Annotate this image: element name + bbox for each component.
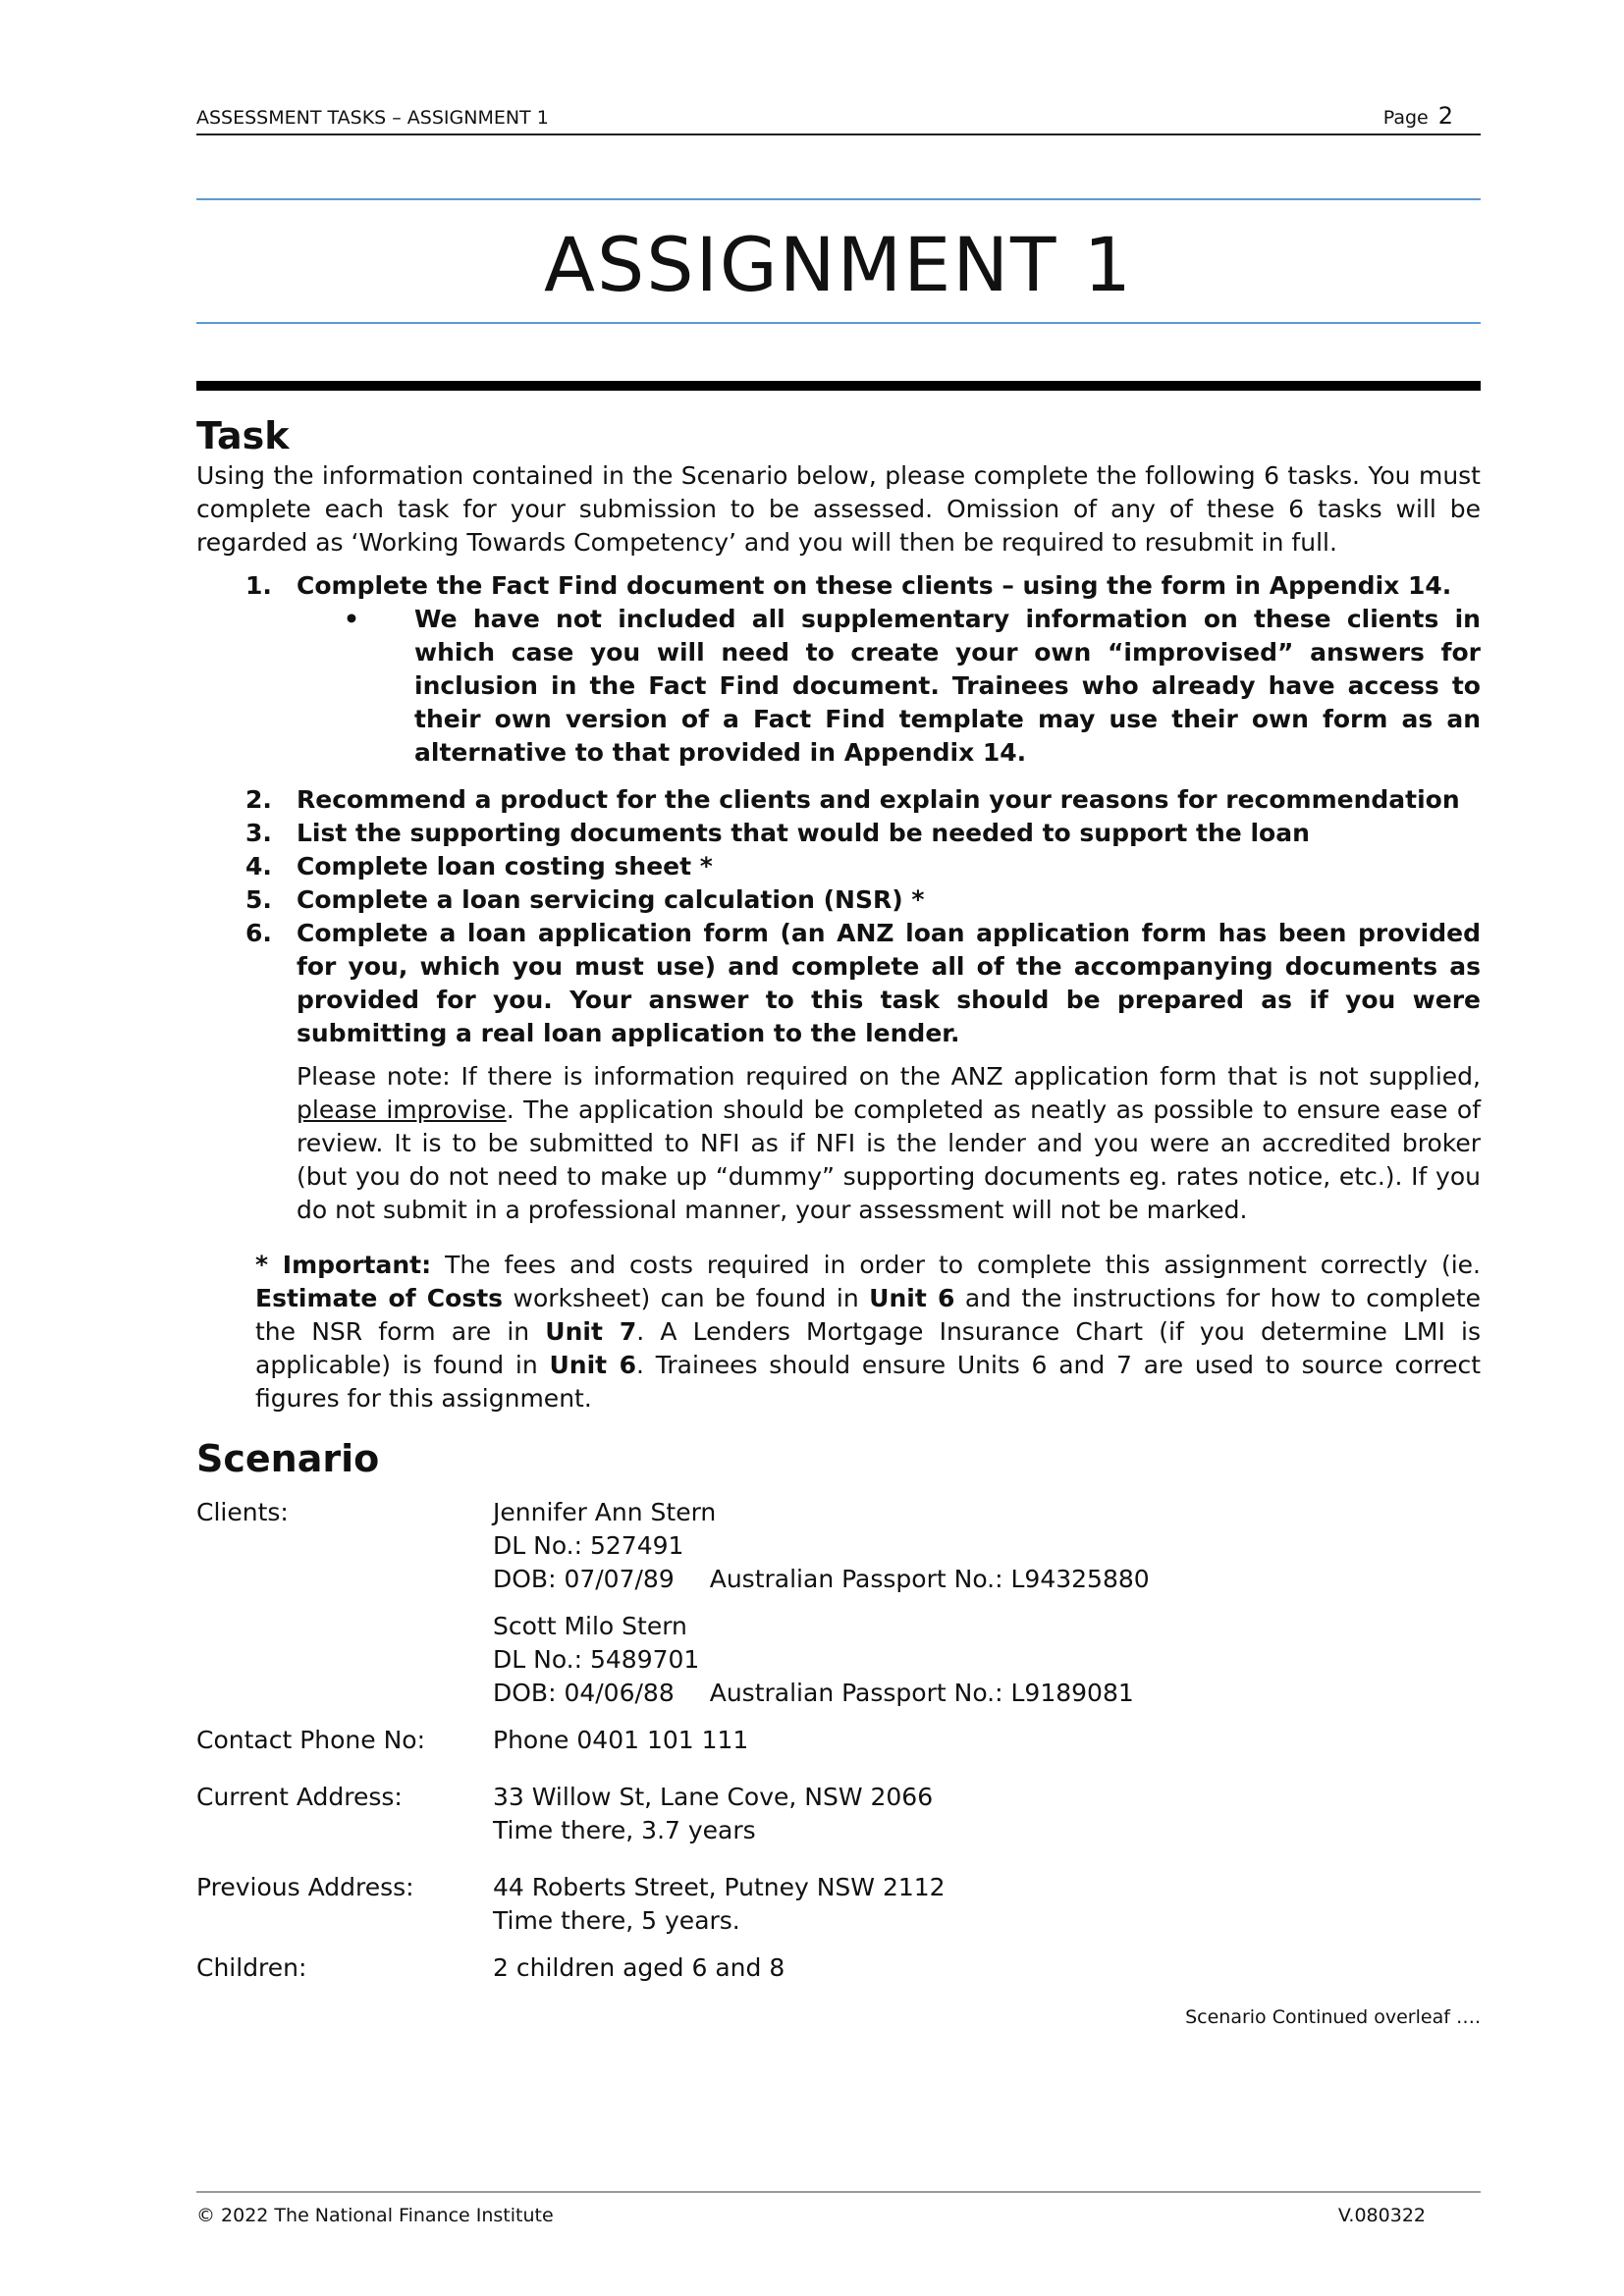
header-title: ASSESSMENT TASKS – ASSIGNMENT 1 <box>196 107 549 129</box>
current-address-row <box>196 1781 1481 1847</box>
task-list <box>196 569 1481 1050</box>
header-page <box>1383 102 1453 130</box>
clients-label: Clients: <box>196 1498 289 1526</box>
important-bold: Estimate of Costs <box>255 1284 504 1312</box>
continued-note: Scenario Continued overleaf …. <box>1185 2006 1481 2028</box>
task-text: Complete loan costing sheet * <box>297 852 713 881</box>
phone-row <box>196 1724 1481 1757</box>
running-header <box>196 100 1481 135</box>
note-prefix: Please note: If there is information required on the ANZ application form that is not supplied, <box>297 1062 1481 1091</box>
title-rule-bottom <box>196 322 1481 324</box>
client2-passport: Australian Passport No.: L9189081 <box>709 1679 1134 1707</box>
task-item-1 <box>196 569 1481 603</box>
previous-address-row <box>196 1871 1481 1938</box>
main-content <box>196 412 1481 1985</box>
phone-label: Contact Phone No: <box>196 1726 426 1754</box>
task-number: 6. <box>245 919 272 947</box>
task-item-6 <box>196 917 1481 1050</box>
task-number: 2. <box>245 785 272 814</box>
bullet-icon: • <box>344 605 359 633</box>
current-address: 33 Willow St, Lane Cove, NSW 2066 <box>493 1783 934 1811</box>
please-note <box>297 1060 1481 1227</box>
phone-value: Phone 0401 101 111 <box>493 1726 749 1754</box>
client1-name: Jennifer Ann Stern <box>493 1498 717 1526</box>
children-row <box>196 1951 1481 1985</box>
task-intro: Using the information contained in the Scenario below, please complete the following 6 tasks. You must complete each task for your submission to be assessed. Omission of any of these 6 tasks will be regarded as ‘Working Towards Competency’ and you will then be required to resubmit in full. <box>196 461 1481 557</box>
client1-dl: DL No.: 527491 <box>493 1531 684 1560</box>
task-item-4 <box>196 850 1481 883</box>
client2-name: Scott Milo Stern <box>493 1612 687 1640</box>
title-block <box>196 198 1481 324</box>
page-number: 2 <box>1437 102 1453 130</box>
important-bold: Unit 6 <box>869 1284 955 1312</box>
scenario-details <box>196 1496 1481 1985</box>
task-bullet <box>196 603 1481 770</box>
task-number: 1. <box>245 571 272 600</box>
children-label: Children: <box>196 1953 307 1982</box>
task-text: Complete the Fact Find document on these clients – using the form in Appendix 14. <box>297 571 1452 600</box>
clients-row <box>196 1496 1481 1710</box>
task-item-5 <box>196 883 1481 917</box>
children-value: 2 children aged 6 and 8 <box>493 1953 785 1982</box>
important-text: worksheet) can be found in <box>503 1284 870 1312</box>
task-item-3 <box>196 817 1481 850</box>
client1-dob: DOB: 07/07/89 <box>493 1565 675 1593</box>
page-label: Page <box>1382 107 1429 129</box>
current-time: Time there, 3.7 years <box>493 1816 756 1844</box>
task-number: 4. <box>245 852 272 881</box>
footer-copyright: © 2022 The National Finance Institute <box>196 2205 554 2226</box>
note-suffix: . The application should be completed as neatly as possible to ensure ease of review. It is to be submitted to NFI as if NFI is the lender and you were an accredited broker (but you do not need to make up “dummy” supporting documents eg. rates notice, etc.). If you do not submit in a professional manner, your assessment will not be marked. <box>297 1095 1481 1224</box>
page-title: ASSIGNMENT 1 <box>543 221 1133 308</box>
client2-dob-line <box>493 1677 1481 1710</box>
important-text: and the instructions for how to complete the NSR form are in <box>255 1284 1482 1346</box>
note-underlined: please improvise <box>297 1095 507 1124</box>
task-text: Complete a loan application form (an ANZ loan application form has been provided for you, which you must use) and complete all of the accompanying documents as provided for you. Your answer to this task should be prepared as if you were submitting a real loan application to the lender. <box>297 919 1481 1047</box>
current-address-value <box>493 1781 1481 1847</box>
client2-dob: DOB: 04/06/88 <box>493 1679 675 1707</box>
important-text: The fees and costs required in order to complete this assignment correctly (ie. <box>431 1251 1481 1279</box>
current-address-label: Current Address: <box>196 1783 403 1811</box>
task-text: List the supporting documents that would be needed to support the loan <box>297 819 1310 847</box>
important-text: . Trainees should ensure Units 6 and 7 are used to source correct figures for this assignment. <box>255 1351 1482 1413</box>
client1-dob-line <box>493 1563 1481 1596</box>
client1-passport: Australian Passport No.: L94325880 <box>709 1565 1150 1593</box>
important-bold: Unit 6 <box>549 1351 637 1379</box>
previous-address-value <box>493 1871 1481 1938</box>
previous-address-label: Previous Address: <box>196 1873 414 1901</box>
footer-version: V.080322 <box>1337 2205 1426 2226</box>
important-label: * Important: <box>255 1251 432 1279</box>
task-text: Complete a loan servicing calculation (NSR) * <box>297 885 925 914</box>
previous-time: Time there, 5 years. <box>493 1906 740 1935</box>
important-text: . A Lenders Mortgage Insurance Chart (if you determine LMI is applicable) is found in <box>255 1317 1481 1379</box>
task-text: Recommend a product for the clients and explain your reasons for recommendation <box>297 785 1460 814</box>
bullet-text: We have not included all supplementary information on these clients in which case you will need to create your own “improvised” answers for inclusion in the Fact Find document. Trainees who already have access to their own version of a Fact Find template may use their own form as an alternative to that provided in Appendix 14. <box>414 605 1481 767</box>
task-number: 5. <box>245 885 272 914</box>
client2-dl: DL No.: 5489701 <box>493 1645 700 1674</box>
important-note <box>255 1249 1481 1415</box>
clients-value <box>493 1496 1481 1710</box>
previous-address: 44 Roberts Street, Putney NSW 2112 <box>493 1873 946 1901</box>
section-divider <box>196 381 1481 391</box>
task-heading: Task <box>196 414 290 457</box>
scenario-heading: Scenario <box>196 1437 380 1480</box>
page-footer <box>196 2191 1481 2230</box>
important-bold: Unit 7 <box>545 1317 637 1346</box>
task-number: 3. <box>245 819 272 847</box>
task-item-2 <box>196 783 1481 817</box>
